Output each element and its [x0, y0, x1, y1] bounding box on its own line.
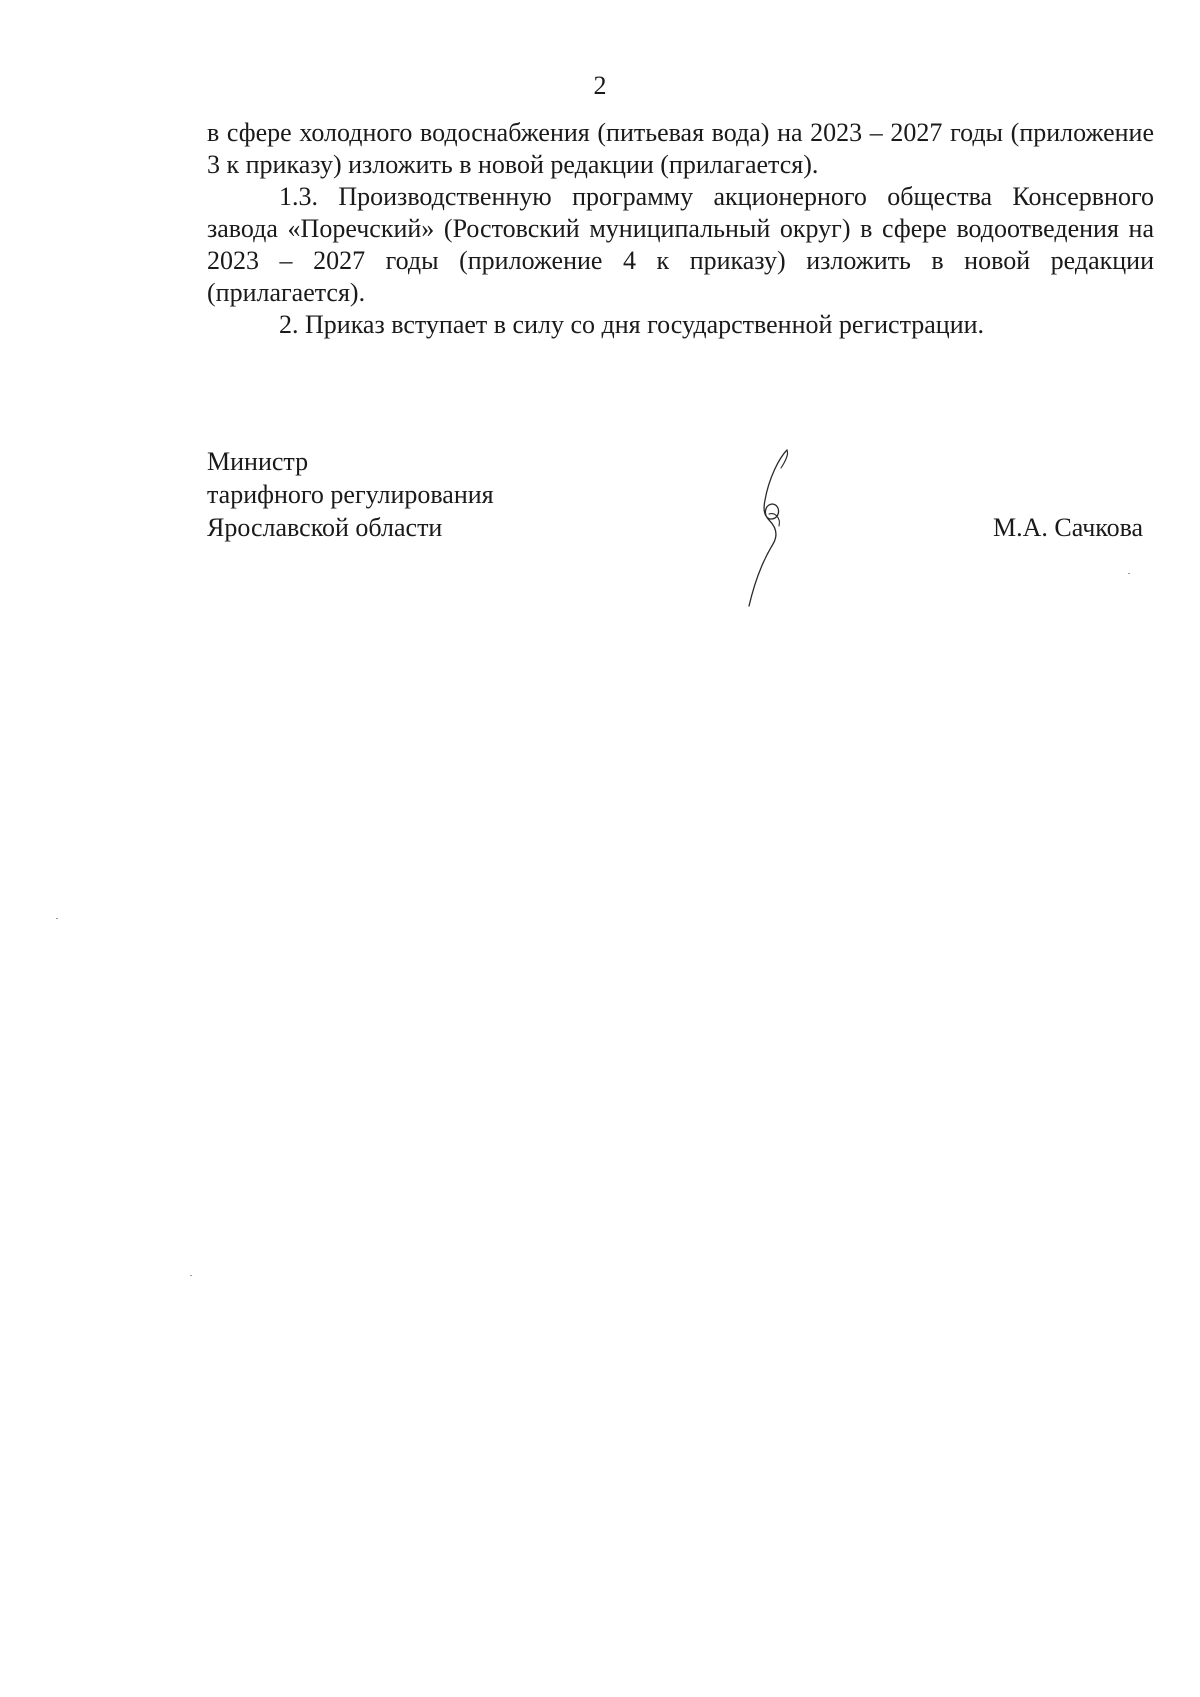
handwritten-signature-icon	[745, 448, 825, 608]
signer-title-block	[207, 445, 494, 544]
scan-speck	[1128, 573, 1130, 574]
document-body	[207, 117, 1154, 341]
page-number: 2	[593, 71, 607, 100]
scan-speck	[56, 918, 58, 919]
scan-speck	[190, 1275, 192, 1276]
paragraph-item-2: 2. Приказ вступает в силу со дня государственной регистрации.	[279, 310, 985, 339]
signer-name: М.А. Сачкова	[993, 513, 1144, 542]
signer-title-line: Министр	[207, 447, 309, 476]
signer-title-line: Ярославской области	[207, 513, 443, 542]
paragraph-continuation: в сфере холодного водоснабжения (питьевая вода) на 2023 – 2027 годы (приложение 3 к приказу) изложить в новой редакции (прилагается).	[207, 118, 1154, 179]
signer-title-line: тарифного регулирования	[207, 480, 494, 509]
paragraph-item-1-3: 1.3. Производственную программу акционерного общества Консервного завода «Поречский» (Ростовский муниципальный округ) в сфере водоотведения на 2023 – 2027 годы (приложение 4 к приказу) изложить в новой редакции (прилагается).	[207, 182, 1154, 307]
